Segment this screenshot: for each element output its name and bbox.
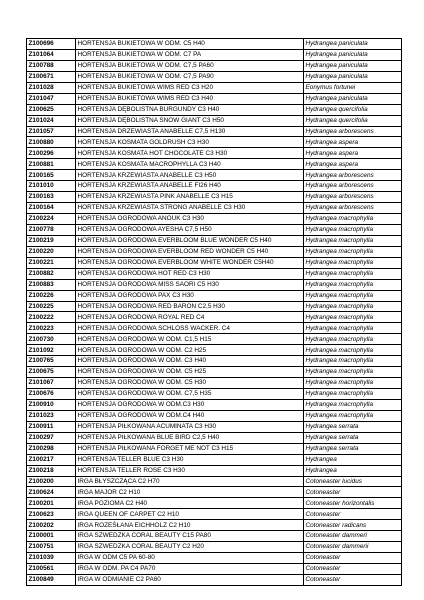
product-name-cell: HORTENSJA BUKIETOWA WIMS RED C3 H40 [76,93,304,104]
table-row [27,345,402,356]
table-row [27,410,402,421]
table-row [27,432,402,443]
product-code-cell: Z100217 [27,454,76,465]
product-name-cell: IRGA W ODM. PA C4 PA70 [76,564,304,575]
table-row [27,421,402,432]
product-name-cell: HORTENSJA KOSMATA GOLDRUSH C3 H30 [76,137,304,148]
table-body [27,39,402,586]
latin-name-cell: Hydrangea macrophylla [304,378,402,389]
table-row [27,553,402,564]
product-code-cell: Z100676 [27,389,76,400]
table-row [27,268,402,279]
table-row [27,115,402,126]
latin-name-cell: Cotoneaster [304,564,402,575]
product-name-cell: HORTENSJA OGRODOWA W ODM.C3 H30 [76,399,304,410]
table-row [27,224,402,235]
table-row [27,356,402,367]
table-row [27,389,402,400]
table-row [27,279,402,290]
product-code-cell: Z100671 [27,71,76,82]
latin-name-cell: Cotoneaster dammerii [304,542,402,553]
product-code-cell: Z101024 [27,115,76,126]
latin-name-cell: Hydrangea arborescens [304,203,402,214]
latin-name-cell: Hydrangea macrophylla [304,410,402,421]
product-code-cell: Z100298 [27,443,76,454]
product-code-cell: Z100765 [27,356,76,367]
product-code-cell: Z101023 [27,410,76,421]
latin-name-cell: Hydrangea serrata [304,421,402,432]
product-code-cell: Z100623 [27,509,76,520]
table-row [27,71,402,82]
latin-name-cell: Hydrangea arborescens [304,192,402,203]
table-row [27,323,402,334]
product-name-cell: HORTENSJA TELLER BLUE C3 H30 [76,454,304,465]
latin-name-cell: Hydrangea macrophylla [304,334,402,345]
latin-name-cell: Hydrangea macrophylla [304,290,402,301]
latin-name-cell: Hydrangea quercifolia [304,115,402,126]
product-code-cell: Z100163 [27,192,76,203]
table-row [27,235,402,246]
product-code-cell: Z100696 [27,39,76,50]
table-row [27,82,402,93]
table-row [27,181,402,192]
latin-name-cell: Cotoneaster [304,509,402,520]
table-row [27,126,402,137]
latin-name-cell: Hydrangea macrophylla [304,323,402,334]
product-code-cell: Z100001 [27,531,76,542]
product-code-cell: Z101039 [27,553,76,564]
latin-name-cell: Hydrangea macrophylla [304,301,402,312]
product-code-cell: Z100751 [27,542,76,553]
product-name-cell: HORTENSJA OGRODOWA PAX C3 H30 [76,290,304,301]
product-name-cell: HORTENSJA TELLER ROSE C3 H30 [76,465,304,476]
latin-name-cell: Hydrangea arborescens [304,181,402,192]
product-code-cell: Z100849 [27,574,76,585]
product-name-cell: HORTENSJA BUKIETOWA W ODM. C5 H40 [76,39,304,50]
product-code-cell: Z101028 [27,82,76,93]
product-code-cell: Z100624 [27,487,76,498]
product-code-cell: Z100224 [27,214,76,225]
product-code-cell: Z100297 [27,432,76,443]
product-code-cell: Z101057 [27,126,76,137]
product-code-cell: Z100164 [27,203,76,214]
product-code-cell: Z100730 [27,334,76,345]
product-code-cell: Z101092 [27,345,76,356]
product-name-cell: HORTENSJA DĘBOLISTNA SNOW GIANT C3 H50 [76,115,304,126]
product-name-cell: HORTENSJA BUKIETOWA WIMS RED C3 H20 [76,82,304,93]
product-name-cell: HORTENSJA BUKIETOWA W ODM. C7,5 PA90 [76,71,304,82]
product-name-cell: HORTENSJA OGRODOWA W ODM. C2 H25 [76,345,304,356]
latin-name-cell: Cotoneaster [304,574,402,585]
product-code-cell: Z100220 [27,246,76,257]
product-name-cell: HORTENSJA OGRODOWA W ODM.C4 H40 [76,410,304,421]
product-name-cell: HORTENSJA KRZEWIASTA ANABELLE FI26 H40 [76,181,304,192]
table-row [27,487,402,498]
table-row [27,520,402,531]
table-row [27,104,402,115]
product-name-cell: IRGA SZWEDZKA CORAL BEAUTY C2 H20 [76,542,304,553]
latin-name-cell: Cotoneaster dammeri [304,531,402,542]
product-code-cell: Z101064 [27,49,76,60]
product-name-cell: HORTENSJA OGRODOWA ANOUK C3 H30 [76,214,304,225]
table-row [27,170,402,181]
latin-name-cell: Cotoneaster [304,553,402,564]
latin-name-cell: Hydrangea macrophylla [304,268,402,279]
latin-name-cell: Hydrangea quercifolia [304,104,402,115]
table-row [27,454,402,465]
table-row [27,334,402,345]
product-code-cell: Z100201 [27,498,76,509]
product-name-cell: HORTENSJA PIŁKOWANA BLUE BIRD C2,5 H40 [76,432,304,443]
latin-name-cell: Hydrangea macrophylla [304,399,402,410]
product-name-cell: HORTENSJA OGRODOWA SCHLOSS WACKER. C4 [76,323,304,334]
product-code-cell: Z100219 [27,235,76,246]
latin-name-cell: Hydrangea [304,465,402,476]
product-name-cell: HORTENSJA OGRODOWA EVERBLOOM RED WONDER C5 H40 [76,246,304,257]
latin-name-cell: Hydrangea macrophylla [304,356,402,367]
product-code-cell: Z101067 [27,378,76,389]
product-name-cell: HORTENSJA KOSMATA HOT CHOCOLATE C3 H30 [76,148,304,159]
product-name-cell: HORTENSJA OGRODOWA ROYAL RED C4 [76,312,304,323]
product-code-cell: Z100882 [27,268,76,279]
product-name-cell: HORTENSJA OGRODOWA AYESHA C7,5 H50 [76,224,304,235]
latin-name-cell: Hydrangea paniculata [304,71,402,82]
product-code-cell: Z100881 [27,159,76,170]
latin-name-cell: Hydrangea macrophylla [304,235,402,246]
product-code-cell: Z100788 [27,60,76,71]
product-name-cell: IRGA W ODMIANIE C2 PA60 [76,574,304,585]
product-code-cell: Z100221 [27,257,76,268]
product-code-cell: Z100226 [27,290,76,301]
product-name-cell: HORTENSJA DRZEWIASTA ANABELLE C7,5 H130 [76,126,304,137]
latin-name-cell: Hydrangea aspera [304,159,402,170]
table-row [27,301,402,312]
product-name-cell: HORTENSJA BUKIETOWA W ODM. C7 PA [76,49,304,60]
product-code-cell: Z100200 [27,476,76,487]
table-row [27,531,402,542]
product-name-cell: HORTENSJA PIŁKOWANA ACUMINATA C3 H30 [76,421,304,432]
product-code-cell: Z101010 [27,181,76,192]
product-name-cell: IRGA MAJOR C2 H10 [76,487,304,498]
product-code-cell: Z100218 [27,465,76,476]
table-row [27,159,402,170]
table-row [27,137,402,148]
product-code-cell: Z100296 [27,148,76,159]
product-name-cell: HORTENSJA OGRODOWA W ODM. C5 H30 [76,378,304,389]
table-row [27,443,402,454]
table-row [27,378,402,389]
latin-name-cell: Hydrangea serrata [304,443,402,454]
table-row [27,465,402,476]
table-row [27,290,402,301]
product-name-cell: IRGA BŁYSZCZĄCA C2 H70 [76,476,304,487]
table-row [27,542,402,553]
latin-name-cell: Hydrangea macrophylla [304,312,402,323]
table-row [27,203,402,214]
table-row [27,312,402,323]
latin-name-cell: Hydrangea macrophylla [304,367,402,378]
product-code-cell: Z100223 [27,323,76,334]
table-row [27,246,402,257]
table-row [27,509,402,520]
product-name-cell: HORTENSJA KOSMATA MACROPHYLLA C3 H40 [76,159,304,170]
latin-name-cell: Hydrangea macrophylla [304,246,402,257]
product-name-cell: HORTENSJA KRZEWIASTA STRONG ANABELLE C3 H30 [76,203,304,214]
product-name-cell: IRGA POZIOMA C2 H40 [76,498,304,509]
latin-name-cell: Hydrangea paniculata [304,60,402,71]
product-name-cell: IRGA ROZEŚŁANA EICHHOLZ C2 H10 [76,520,304,531]
table-row [27,39,402,50]
product-code-cell: Z100165 [27,170,76,181]
product-name-cell: IRGA W ODM C5 PA 60-80 [76,553,304,564]
latin-name-cell: Hydrangea paniculata [304,39,402,50]
table-row [27,49,402,60]
latin-name-cell: Hydrangea macrophylla [304,389,402,400]
latin-name-cell: Hydrangea macrophylla [304,257,402,268]
latin-name-cell: Hydrangea [304,454,402,465]
product-name-cell: IRGA QUEEN OF CARPET C2 H10 [76,509,304,520]
plant-table [26,38,402,586]
latin-name-cell: Hydrangea macrophylla [304,224,402,235]
table-row [27,214,402,225]
product-name-cell: HORTENSJA OGRODOWA HOT RED C3 H30 [76,268,304,279]
product-name-cell: HORTENSJA OGRODOWA EVERBLOOM WHITE WONDER C5H40 [76,257,304,268]
product-name-cell: HORTENSJA PIŁKOWANA FORGET ME NOT C3 H15 [76,443,304,454]
product-name-cell: HORTENSJA BUKIETOWA W ODM. C7,5 PA60 [76,60,304,71]
product-code-cell: Z100883 [27,279,76,290]
product-code-cell: Z100222 [27,312,76,323]
product-name-cell: HORTENSJA DĘBOLISTNA BURGUNDY C3 H40 [76,104,304,115]
table-row [27,574,402,585]
product-code-cell: Z100880 [27,137,76,148]
table-row [27,399,402,410]
latin-name-cell: Cotoneaster lucidus [304,476,402,487]
product-name-cell: HORTENSJA OGRODOWA W ODM. C1,5 H15 [76,334,304,345]
product-name-cell: HORTENSJA OGRODOWA EVERBLOOM BLUE WONDER C5 H40 [76,235,304,246]
latin-name-cell: Hydrangea paniculata [304,49,402,60]
table-row [27,192,402,203]
product-code-cell: Z100225 [27,301,76,312]
product-name-cell: HORTENSJA KRZEWIASTA ANABELLE C3 H50 [76,170,304,181]
latin-name-cell: Hydrangea arborescens [304,126,402,137]
table-row [27,564,402,575]
product-code-cell: Z100675 [27,367,76,378]
table-row [27,148,402,159]
product-name-cell: HORTENSJA OGRODOWA W ODM. C5 H25 [76,367,304,378]
table-row [27,367,402,378]
product-code-cell: Z100561 [27,564,76,575]
product-name-cell: HORTENSJA OGRODOWA W ODM. C7,5 H35 [76,389,304,400]
product-name-cell: HORTENSJA OGRODOWA MISS SAORI C5 H30 [76,279,304,290]
table-row [27,60,402,71]
table-row [27,476,402,487]
product-name-cell: HORTENSJA OGRODOWA W ODM. C3 H40 [76,356,304,367]
document-page [26,38,401,586]
product-code-cell: Z100625 [27,104,76,115]
product-code-cell: Z100911 [27,421,76,432]
table-row [27,93,402,104]
product-code-cell: Z101047 [27,93,76,104]
latin-name-cell: Hydrangea macrophylla [304,279,402,290]
latin-name-cell: Hydrangea macrophylla [304,345,402,356]
product-name-cell: HORTENSJA KRZEWIASTA PINK ANABELLE C3 H15 [76,192,304,203]
latin-name-cell: Cotoneaster [304,487,402,498]
latin-name-cell: Hydrangea aspera [304,137,402,148]
latin-name-cell: Hydrangea aspera [304,148,402,159]
table-row [27,257,402,268]
product-name-cell: HORTENSJA OGRODOWA RED BARON C2,5 H30 [76,301,304,312]
latin-name-cell: Cotoneaster radicans [304,520,402,531]
latin-name-cell: Hydrangea serrata [304,432,402,443]
table-row [27,498,402,509]
product-code-cell: Z100202 [27,520,76,531]
latin-name-cell: Eonymus fortunei [304,82,402,93]
product-code-cell: Z100910 [27,399,76,410]
latin-name-cell: Hydrangea paniculata [304,93,402,104]
latin-name-cell: Cotoneaster horizontalis [304,498,402,509]
latin-name-cell: Hydrangea arborescens [304,170,402,181]
product-name-cell: IRGA SZWEDZKA CORAL BEAUTY C15 PA80 [76,531,304,542]
product-code-cell: Z100778 [27,224,76,235]
latin-name-cell: Hydrangea macrophylla [304,214,402,225]
